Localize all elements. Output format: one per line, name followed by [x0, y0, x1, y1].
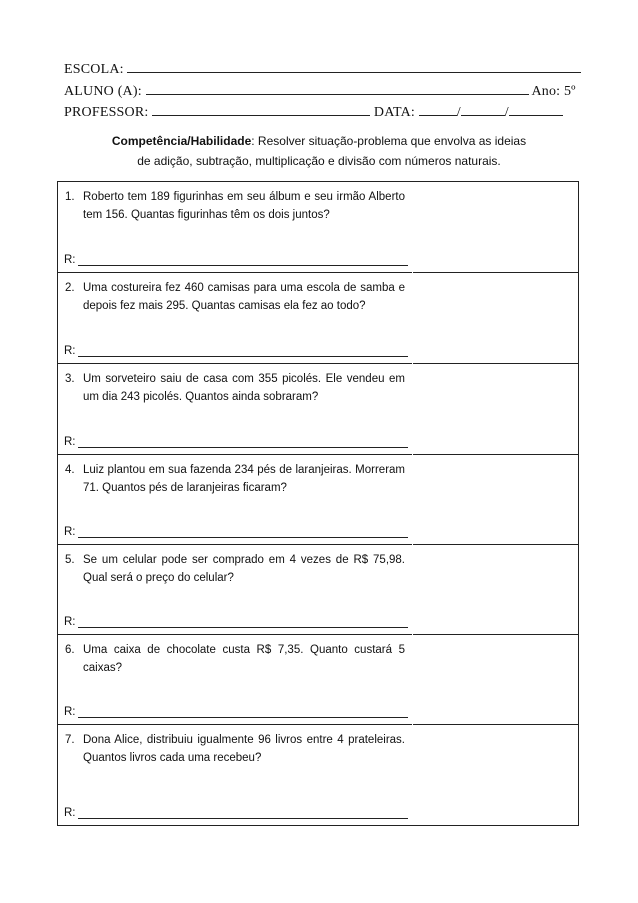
question-row	[58, 364, 578, 455]
date-month-field[interactable]	[461, 103, 505, 116]
question-table	[57, 181, 579, 826]
question-number: 5.	[65, 554, 75, 566]
student-field[interactable]	[146, 82, 529, 95]
school-label: ESCOLA:	[64, 62, 124, 77]
question-text: Roberto tem 189 figurinhas em seu álbum e seu irmão Alberto tem 156. Quantas figurinhas têm os dois juntos?	[83, 191, 405, 221]
work-area-cell[interactable]	[413, 635, 579, 725]
question-cell	[58, 725, 412, 825]
answer-line[interactable]	[64, 806, 408, 819]
work-area-cell[interactable]	[413, 182, 579, 273]
question-text-block	[65, 279, 405, 315]
answer-label: R:	[64, 616, 76, 628]
question-cell	[58, 545, 412, 635]
question-number: 7.	[65, 734, 75, 746]
work-area-cell[interactable]	[413, 545, 579, 635]
question-row	[58, 455, 578, 545]
question-text-block	[65, 731, 405, 767]
question-text-block	[65, 641, 405, 677]
answer-line[interactable]	[64, 435, 408, 448]
question-text: Dona Alice, distribuiu igualmente 96 livros entre 4 prateleiras. Quantos livros cada uma recebeu?	[83, 734, 405, 764]
school-field[interactable]	[127, 60, 581, 73]
question-text: Se um celular pode ser comprado em 4 vezes de R$ 75,98. Qual será o preço do celular?	[83, 554, 405, 584]
question-row	[58, 725, 578, 825]
question-cell	[58, 455, 412, 545]
student-line	[64, 82, 576, 100]
school-line	[64, 60, 581, 78]
question-cell	[58, 273, 412, 364]
competency-label: Competência/Habilidade	[111, 134, 252, 148]
answer-line[interactable]	[64, 525, 408, 538]
answer-blank[interactable]	[78, 806, 409, 819]
answer-label: R:	[64, 345, 76, 357]
answer-label: R:	[64, 526, 76, 538]
question-text: Uma costureira fez 460 camisas para uma escola de samba e depois fez mais 295. Quantas camisas ela fez ao todo?	[83, 282, 405, 312]
grade-label: Ano: 5º	[531, 84, 576, 99]
answer-label: R:	[64, 706, 76, 718]
competency-statement	[64, 131, 574, 171]
question-row	[58, 545, 578, 635]
student-label: ALUNO (A):	[64, 84, 142, 99]
question-number: 4.	[65, 464, 75, 476]
question-text: Um sorveteiro saiu de casa com 355 picolés. Ele vendeu em um dia 243 picolés. Quantos ainda sobraram?	[83, 373, 405, 403]
work-area-cell[interactable]	[413, 725, 579, 825]
answer-line[interactable]	[64, 705, 408, 718]
question-text-block	[65, 461, 405, 497]
answer-blank[interactable]	[78, 253, 409, 266]
teacher-label: PROFESSOR:	[64, 105, 149, 120]
question-row	[58, 273, 578, 364]
answer-line[interactable]	[64, 615, 408, 628]
date-separator: /	[456, 105, 461, 120]
answer-blank[interactable]	[78, 705, 409, 718]
date-separator: /	[504, 105, 509, 120]
date-year-field[interactable]	[509, 103, 563, 116]
question-text: Uma caixa de chocolate custa R$ 7,35. Quanto custará 5 caixas?	[83, 644, 405, 674]
answer-blank[interactable]	[78, 615, 409, 628]
answer-label: R:	[64, 254, 76, 266]
answer-line[interactable]	[64, 344, 408, 357]
question-cell	[58, 182, 412, 273]
question-text-block	[65, 551, 405, 587]
answer-blank[interactable]	[78, 435, 409, 448]
date-day-field[interactable]	[419, 103, 457, 116]
answer-label: R:	[64, 436, 76, 448]
answer-line[interactable]	[64, 253, 408, 266]
question-number: 6.	[65, 644, 75, 656]
answer-blank[interactable]	[78, 525, 409, 538]
question-cell	[58, 364, 412, 455]
question-row	[58, 635, 578, 725]
question-text: Luiz plantou em sua fazenda 234 pés de laranjeiras. Morreram 71. Quantos pés de laranjeiras ficaram?	[83, 464, 405, 494]
question-row	[58, 182, 578, 273]
answer-label: R:	[64, 807, 76, 819]
competency-text-2: de adição, subtração, multiplicação e divisão com números naturais.	[137, 154, 501, 168]
answer-blank[interactable]	[78, 344, 409, 357]
question-text-block	[65, 370, 405, 406]
question-number: 1.	[65, 191, 75, 203]
question-cell	[58, 635, 412, 725]
question-number: 2.	[65, 282, 75, 294]
competency-text: : Resolver situação-problema que envolva as ideias	[251, 134, 527, 148]
teacher-field[interactable]	[152, 103, 370, 116]
work-area-cell[interactable]	[413, 455, 579, 545]
work-area-cell[interactable]	[413, 273, 579, 364]
teacher-line	[64, 103, 563, 121]
question-number: 3.	[65, 373, 75, 385]
date-label: DATA:	[373, 105, 415, 120]
work-area-cell[interactable]	[413, 364, 579, 455]
question-text-block	[65, 188, 405, 224]
